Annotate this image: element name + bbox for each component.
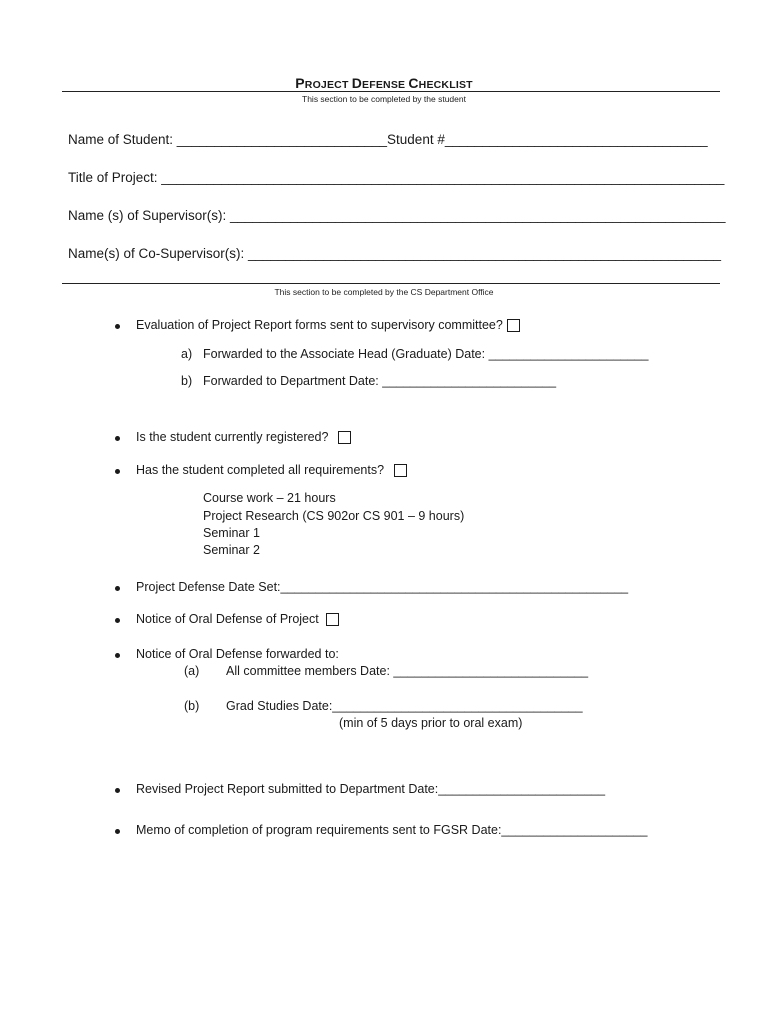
requirement-project-research: Project Research (CS 902or CS 901 – 9 hours) xyxy=(203,509,465,523)
bullet-icon xyxy=(115,436,120,441)
fwd-a-marker: (a) xyxy=(184,664,200,678)
bullet-icon xyxy=(115,469,120,474)
evaluation-checkbox[interactable] xyxy=(507,319,520,332)
supervisor-field[interactable]: Name (s) of Supervisor(s): __________________________________________________________________ xyxy=(68,208,726,223)
requirement-seminar-1: Seminar 1 xyxy=(203,526,260,540)
office-divider xyxy=(62,283,720,284)
evaluation-label: Evaluation of Project Report forms sent to supervisory committee? xyxy=(136,318,503,332)
student-section-note: This section to be completed by the student xyxy=(302,94,466,104)
fwd-b-marker: (b) xyxy=(184,699,200,713)
requirement-course-work: Course work – 21 hours xyxy=(203,491,336,505)
revised-report-field[interactable]: Revised Project Report submitted to Department Date:________________________ xyxy=(136,782,606,796)
page-title: PROJECT DEFENSE CHECKLIST xyxy=(295,75,473,91)
evaluation-item xyxy=(136,318,520,332)
eval-a-field[interactable]: Forwarded to the Associate Head (Graduate) Date: _______________________ xyxy=(203,347,649,361)
cosupervisor-field[interactable]: Name(s) of Co-Supervisor(s): _______________________________________________________________ xyxy=(68,246,722,261)
fwd-b-note: (min of 5 days prior to oral exam) xyxy=(339,716,523,730)
defense-date-field[interactable]: Project Defense Date Set:__________________________________________________ xyxy=(136,580,629,594)
notice-oral-checkbox[interactable] xyxy=(326,613,339,626)
eval-b-field[interactable]: Forwarded to Department Date: _________________________ xyxy=(203,374,557,388)
bullet-icon xyxy=(115,586,120,591)
bullet-icon xyxy=(115,618,120,623)
notice-oral-item xyxy=(136,612,339,626)
bullet-icon xyxy=(115,324,120,329)
project-title-field[interactable]: Title of Project: ___________________________________________________________________________ xyxy=(68,170,725,185)
eval-a-marker: a) xyxy=(181,347,193,361)
student-name-field[interactable]: Name of Student: ____________________________Student #___________________________________ xyxy=(68,132,708,147)
requirement-seminar-2: Seminar 2 xyxy=(203,543,260,557)
requirements-item xyxy=(136,463,407,477)
bullet-icon xyxy=(115,829,120,834)
bullet-icon xyxy=(115,653,120,658)
fwd-b-field[interactable]: Grad Studies Date:____________________________________ xyxy=(226,699,583,713)
requirements-checkbox[interactable] xyxy=(394,464,407,477)
registered-checkbox[interactable] xyxy=(338,431,351,444)
fwd-a-field[interactable]: All committee members Date: ____________________________ xyxy=(226,664,589,678)
eval-b-marker: b) xyxy=(181,374,193,388)
registered-label: Is the student currently registered? xyxy=(136,430,329,444)
office-section-note: This section to be completed by the CS Department Office xyxy=(274,287,494,297)
registered-item xyxy=(136,430,351,444)
title-divider xyxy=(62,91,720,92)
notice-oral-label: Notice of Oral Defense of Project xyxy=(136,612,319,626)
notice-forwarded-label: Notice of Oral Defense forwarded to: xyxy=(136,647,339,661)
memo-field[interactable]: Memo of completion of program requirements sent to FGSR Date:_____________________ xyxy=(136,823,648,837)
bullet-icon xyxy=(115,788,120,793)
requirements-label: Has the student completed all requirements? xyxy=(136,463,385,477)
